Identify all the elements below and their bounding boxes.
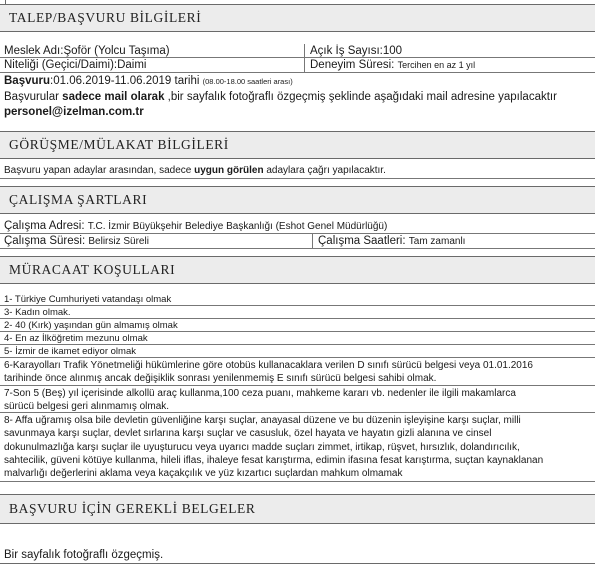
adres-label: Çalışma Adresi:	[4, 220, 88, 232]
acik-is-text: Açık İş Sayısı:100	[310, 45, 403, 57]
condition-item	[0, 345, 595, 358]
condition-line: 6-Karayolları Trafik Yönetmeliği hükümlerine göre otobüs kullanacaklara verilen D sınıfı sürücü belgesi veya 01.01.2016	[4, 360, 533, 371]
section-header-gorusme	[0, 131, 595, 159]
section-header-muracaat	[0, 256, 595, 284]
condition-line: 8- Affa uğramış olsa bile devletin güvenliğine karşı suçlar, anayasal düzene ve bu düzenin işleyişine karşı suçlar, milli	[4, 415, 521, 426]
section-title: ÇALIŞMA ŞARTLARI	[9, 192, 148, 207]
section-title: GÖRÜŞME/MÜLAKAT BİLGİLERİ	[9, 137, 229, 152]
condition-item	[0, 306, 595, 319]
deneyim-label: Deneyim Süresi:	[310, 59, 398, 71]
row-sure	[0, 234, 595, 249]
email-line	[0, 105, 595, 120]
gorusme-post: adaylara çağrı yapılacaktır.	[263, 165, 386, 176]
condition-item	[0, 293, 595, 306]
condition-text: 4- En az İlköğretim mezunu olmak	[4, 333, 148, 344]
basvuru-label: Başvuru	[4, 75, 51, 87]
section-header-calisma	[0, 186, 595, 214]
row-gorusme-text	[0, 163, 595, 179]
condition-line: dokunulmazlığa karşı suçlar ile uyuşturucu veya uyarıcı madde suçları zimmet, irtikap, rüşvet, hırsızlık, dolandırıcılık,	[4, 441, 520, 453]
section-title: MÜRACAAT KOŞULLARI	[9, 262, 176, 277]
section-header-belgeler	[0, 494, 595, 524]
basvuru-dates: :01.06.2019-11.06.2019 tarihi	[50, 75, 203, 87]
condition-item-6	[0, 358, 595, 386]
meslek-text: Meslek Adı:Şoför (Yolcu Taşıma)	[4, 45, 170, 57]
deneyim-value: Tercihen en az 1 yıl	[397, 60, 476, 70]
condition-item	[0, 332, 595, 345]
gorusme-bold: uygun görülen	[194, 165, 264, 176]
row-niteligi	[0, 58, 595, 73]
basvuru-dates-line	[0, 74, 595, 89]
sure-label: Çalışma Süresi:	[4, 235, 89, 247]
row-belgeler	[0, 547, 595, 564]
condition-line: 7-Son 5 (Beş) yıl içerisinde alkollü araç kullanma,100 ceza puanı, mahkeme kararı vb. nedenler ile ilgili makamlarca	[4, 388, 516, 399]
condition-text: 5- İzmir de ikamet ediyor olmak	[4, 346, 136, 357]
condition-line: tarihinde önce alınmış ancak değişiklik sonrası yenilenmemiş E sınıfı sürücü belgesi sahibi olmak.	[4, 373, 437, 384]
basvuru-hours: (08.00-18.00 saatleri arası)	[202, 77, 293, 86]
email-address: personel@izelman.com.tr	[4, 106, 144, 118]
belgeler-text: Bir sayfalık fotoğraflı özgeçmiş.	[4, 549, 164, 561]
row-adres	[0, 219, 595, 234]
condition-line: savunmaya karşı suçlar, devlet sırlarına karşı suçlar ve casusluk, özel hayata ve hayatın gizli alanına ve cinsel	[4, 428, 492, 440]
condition-item-7	[0, 386, 595, 413]
condition-text: 2- 40 (Kırk) yaşından gün almamış olmak	[4, 320, 178, 331]
mail-pre: Başvurular	[4, 91, 63, 103]
mail-post: ,bir sayfalık fotoğraflı özgeçmiş şeklinde aşağıdaki mail adresine yapılacaktır	[164, 91, 557, 103]
section-title: BAŞVURU İÇİN GEREKLİ BELGELER	[9, 501, 256, 516]
mail-instruction-line	[0, 89, 595, 105]
gorusme-pre: Başvuru yapan adaylar arasından, sadece	[4, 165, 195, 176]
saat-value: Tam zamanlı	[408, 236, 466, 247]
sure-value: Belirsiz Süreli	[88, 236, 149, 247]
mail-bold: sadece mail olarak	[62, 91, 165, 103]
condition-text: 3- Kadın olmak.	[4, 307, 71, 318]
section-header-talep	[0, 4, 595, 32]
niteligi-text: Niteliği (Geçici/Daimi):Daimi	[4, 59, 147, 71]
cell-acik-is	[304, 44, 595, 57]
condition-text: 1- Türkiye Cumhuriyeti vatandaşı olmak	[4, 294, 172, 305]
condition-item-8	[0, 413, 595, 482]
condition-line: sahtecilik, güveni kötüye kullanma, hileli iflas, ihaleye fesat karıştırma, edimin ifasına fesat karıştırma, suçtan kaynaklanan	[4, 454, 544, 466]
adres-value: T.C. İzmir Büyükşehir Belediye Başkanlığı (Eshot Genel Müdürlüğü)	[87, 221, 388, 232]
condition-line: malvarlığı değerlerini aklama veya kaçakçılık ve yüz kızartıcı suçlardan mahkum olmamak	[4, 468, 403, 480]
cell-deneyim	[304, 58, 595, 72]
condition-item	[0, 319, 595, 332]
cell-saat	[312, 234, 595, 248]
condition-line: sürücü belgesi geri alınmamış olmak.	[4, 401, 170, 412]
row-meslek	[0, 44, 595, 58]
section-title: TALEP/BAŞVURU BİLGİLERİ	[9, 10, 202, 25]
saat-label: Çalışma Saatleri:	[318, 235, 409, 247]
